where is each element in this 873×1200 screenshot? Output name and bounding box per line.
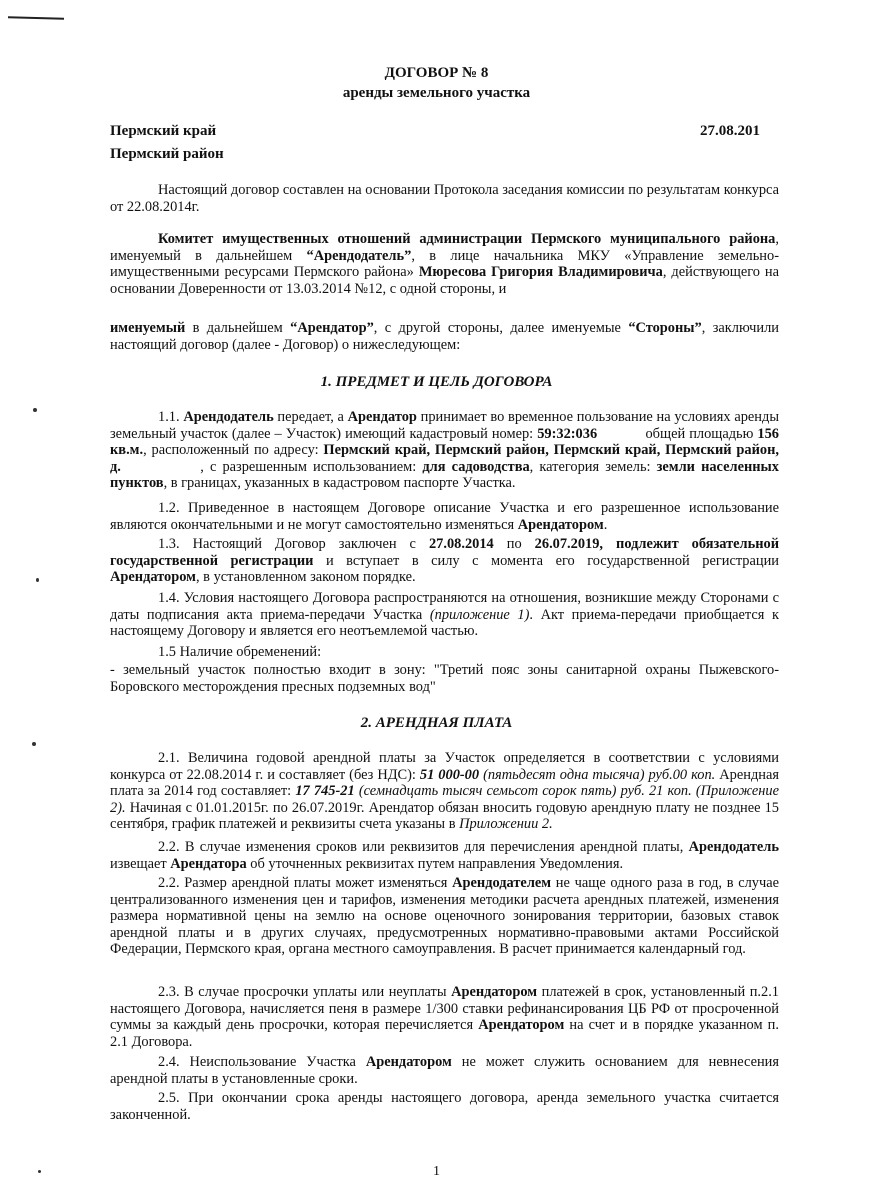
clause-2-4: 2.4. Неиспользование Участка Арендатором не может служить основанием для невнесения арендной платы в установленные сроки. xyxy=(110,1054,779,1087)
scan-speck xyxy=(33,408,37,412)
document-title: ДОГОВОР № 8 xyxy=(384,65,489,81)
clause-2-1: 2.1. Величина годовой арендной платы за Участок определяется в соответствии с условиями конкурса от 22.08.2014 г. и составляет (без НДС): 51 000-00 (пятьдесят одна тысяча) руб.00 коп. Арендная плата за 2014 год составляет: 17 745-21 (семнадцать тысяч семьсот сорок пять) руб. 21 коп. (Приложение 2). Начиная с 01.01.2015г. по 26.07.2019г. Арендатор обязан вносить годовую арендную плату не позднее 15 сентября, график платежей и реквизиты счета указаны в Приложении 2. xyxy=(110,750,780,832)
intro-paragraph-lessor: Комитет имущественных отношений администрации Пермского муниципального района, именуемый в дальнейшем “Арендодатель”, в лице начальника МКУ «Управление земельно-имущественными ресурсами Пермского района» Мюресова Григория Владимировича, действующего на основании Доверенности от 13.03.2014 №12, с одной стороны, и xyxy=(110,231,779,297)
clause-1-2: 1.2. Приведенное в настоящем Договоре описание Участка и его разрешенное использование являются окончательными и не могут самостоятельно изменяться Арендатором. xyxy=(110,500,779,533)
clause-2-3: 2.3. В случае просрочки уплаты или неуплаты Арендатором платежей в срок, установленный п.2.1 настоящего Договора, начисляется пеня в размере 1/300 ставки рефинансирования ЦБ РФ от просроченной суммы за каждый день просрочки, которая перечисляется Арендатором на счет и в порядке указанном п. 2.1 Договора. xyxy=(110,984,779,1050)
plot-area: 156 xyxy=(757,425,779,442)
plot-address: Пермский край, Пермский район, Пермский край, Пермский район, д. xyxy=(110,442,780,475)
lessor-org-name: Комитет имущественных отношений администрации Пермского муниципального района xyxy=(158,231,776,247)
scan-speck xyxy=(36,578,39,582)
clause-2-2-details: 2.2. В случае изменения сроков или реквизитов для перечисления арендной платы, Арендодатель извещает Арендатора об уточненных реквизитах путем направления Уведомления. xyxy=(110,839,779,872)
district-label: Пермский район xyxy=(110,146,224,162)
clause-2-5: 2.5. При окончании срока аренды настоящего договора, аренда земельного участка считается законченной. xyxy=(110,1090,779,1123)
intro-paragraph-basis: Настоящий договор составлен на основании Протокола заседания комиссии по результатам конкурса от 22.08.2014г. xyxy=(110,182,779,215)
clause-1-5-title: 1.5 Наличие обременений: xyxy=(158,644,322,660)
clause-1-3: 1.3. Настоящий Договор заключен с 27.08.2014 по 26.07.2019, подлежит обязательной государственной регистрации и вступает в силу с момента его государственной регистрации Арендатором, в установленном законом порядке. xyxy=(110,536,780,585)
region-label: Пермский край xyxy=(110,123,217,139)
clause-1-4: 1.4. Условия настоящего Договора распространяются на отношения, возникшие между Сторонами с даты подписания акта приема-передачи Участка (приложение 1). Акт приема-передачи приобщается к настоящему Договору и является его неотъемлемой частью. xyxy=(110,590,779,639)
intro-paragraph-lessee: именуемый в дальнейшем “Арендатор”, с другой стороны, далее именуемые “Стороны”, заключили настоящий договор (далее - Договор) о нижеследующем: xyxy=(110,320,779,353)
clause-1-5-encumbrance: - земельный участок полностью входит в зону: "Третий пояс зоны санитарной охраны Пыжевского-Боровского месторождения пресных подземных вод" xyxy=(110,662,779,695)
scan-artifact-line xyxy=(8,16,64,19)
cadastral-number: 59:32:036 xyxy=(537,425,598,442)
clause-1-1: 1.1. Арендодатель передает, а Арендатор принимает во временное пользование на условиях аренды земельный участок (далее – Участок) имеющий кадастровый номер: 59:32:036 общей площадью 156 кв.м., расположенный по адресу: Пермский край, Пермский район, Пермский край, Пермский район, д. , с разрешенным использованием: для садоводства, категория земель: земли населенных пунктов, в границах, указанных в кадастровом паспорте Участка. xyxy=(110,409,780,491)
clause-2-2-amount: 2.2. Размер арендной платы может изменяться Арендодателем не чаще одного раза в год, в случае централизованного изменения цен и тарифов, изменения методики расчета арендных платежей, изменения размера нормативной цены на землю на основе оценочного зонирования территории, базовых ставок арендной платы и в других случаях, предусмотренных нормативно-правовыми актами Российской Федерации, Пермского края, органа местного самоуправления. В расчет принимается календарный год. xyxy=(110,875,780,957)
page-number: 1 xyxy=(433,1164,440,1179)
contract-date: 27.08.201 xyxy=(700,123,760,139)
document-subtitle: аренды земельного участка xyxy=(342,85,531,101)
section-1-heading: 1. ПРЕДМЕТ И ЦЕЛЬ ДОГОВОРА xyxy=(320,374,553,390)
rent-2014-amount: 17 745-21 xyxy=(295,783,355,799)
representative-name: Мюресова Григория Владимировича xyxy=(418,264,663,280)
annual-rent-amount: 51 000-00 xyxy=(419,766,480,783)
scan-speck xyxy=(32,742,36,746)
section-2-heading: 2. АРЕНДНАЯ ПЛАТА xyxy=(360,715,513,731)
